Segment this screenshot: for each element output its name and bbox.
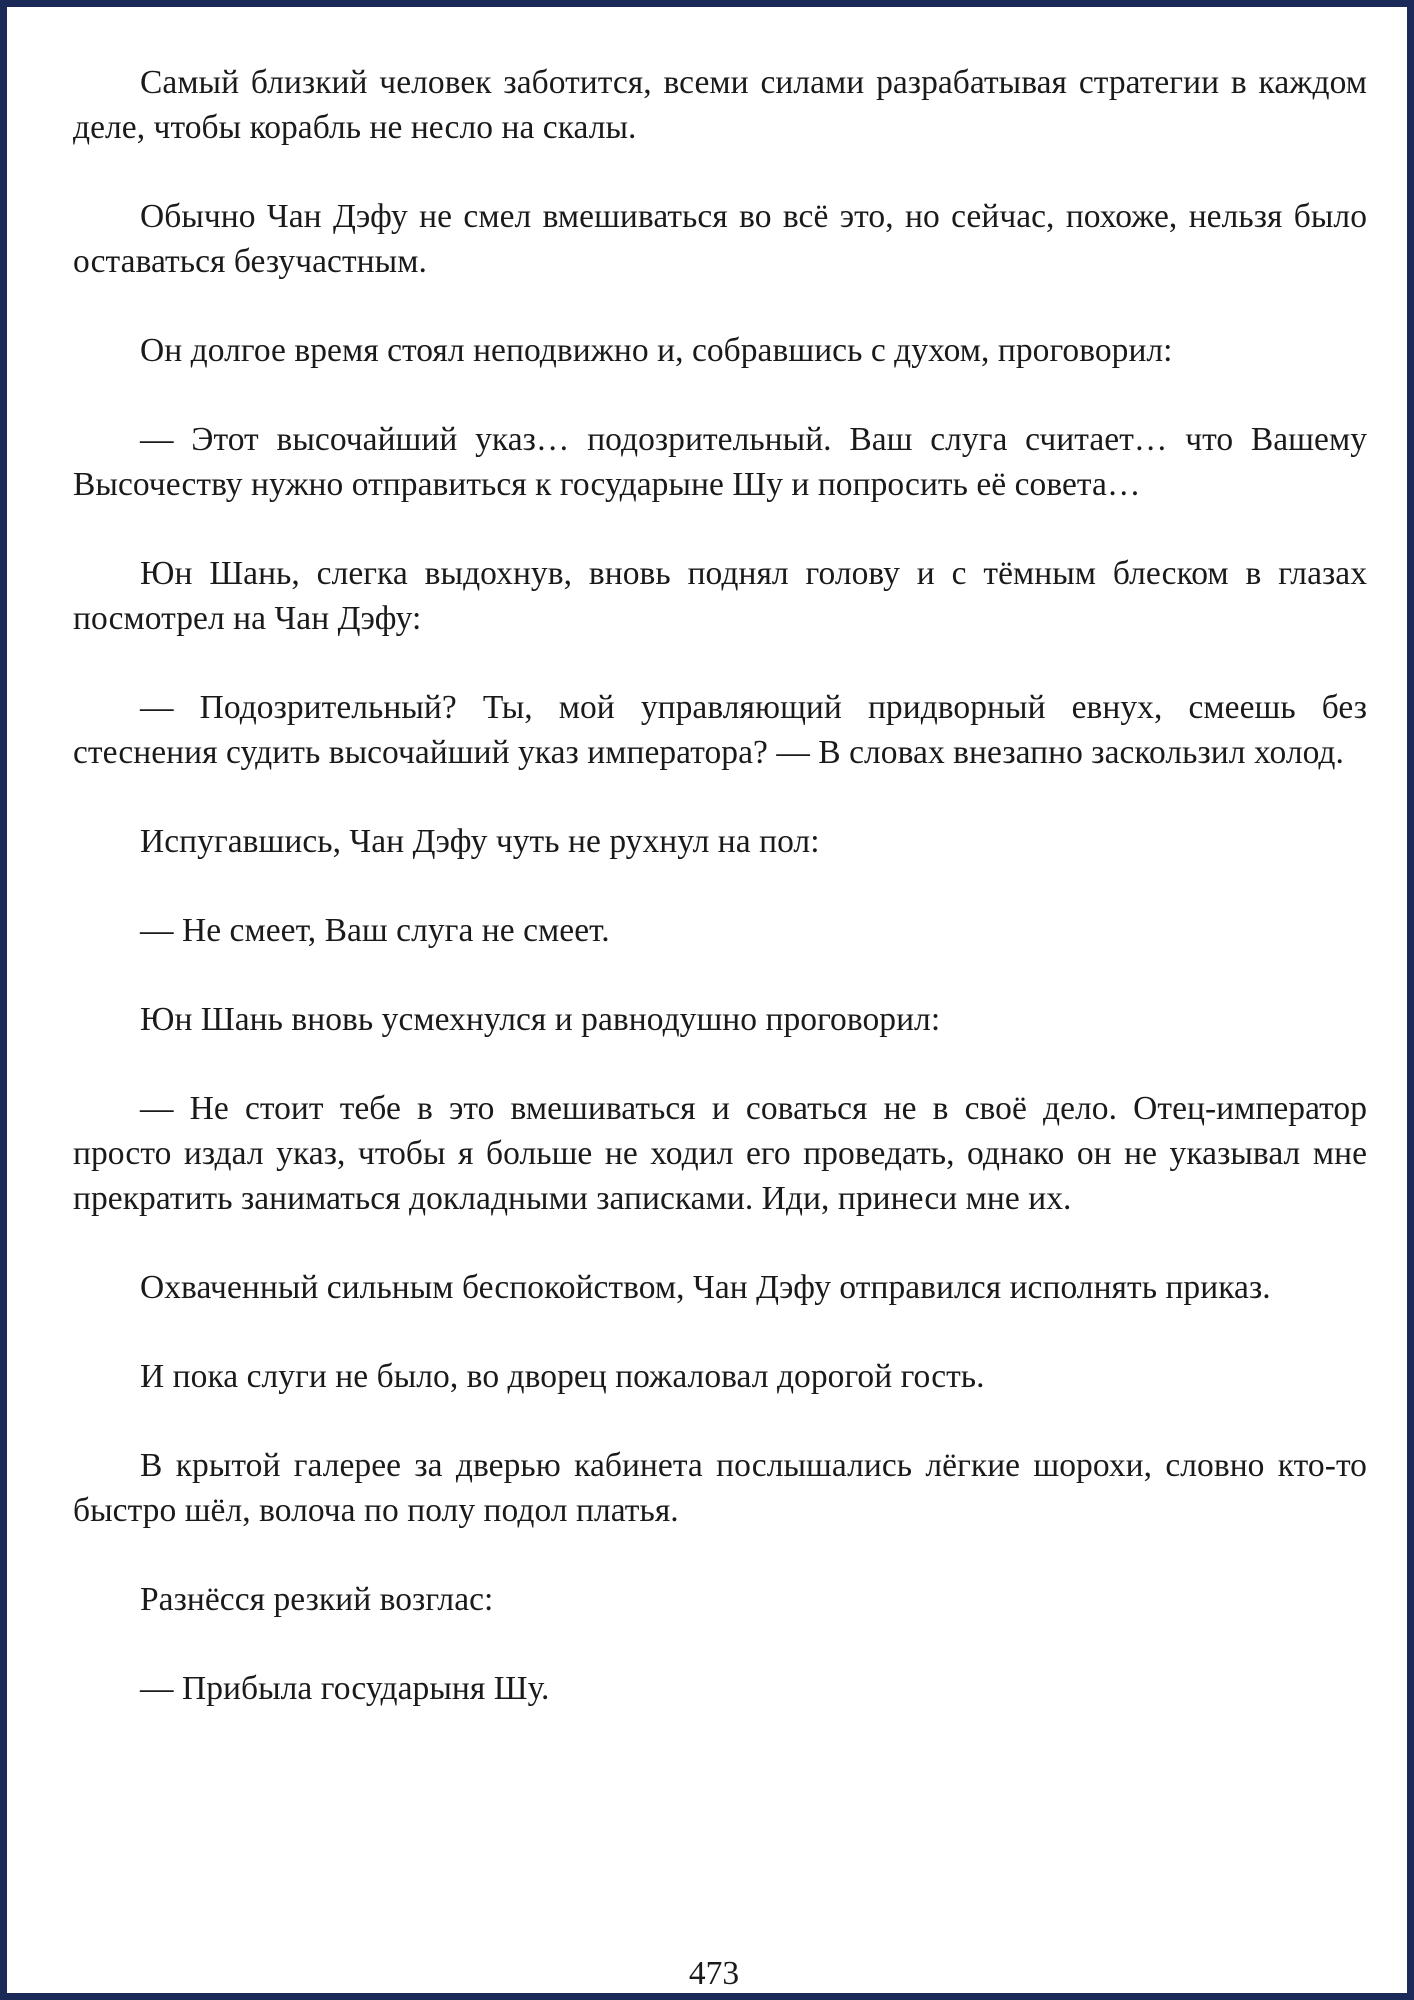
- paragraph: — Прибыла государыня Шу.: [140, 1670, 550, 1707]
- paragraph: Он долгое время стоял неподвижно и, собравшись с духом, проговорил:: [140, 332, 1173, 369]
- paragraph: — Не смеет, Ваш слуга не смеет.: [140, 912, 610, 949]
- paragraph: В крытой галерее за дверью кабинета послышались лёгкие шорохи, словно кто-то быстро шёл, волоча по полу подол платья.: [73, 1447, 1367, 1529]
- paragraph: — Не стоит тебе в это вмешиваться и соваться не в своё дело. Отец-император просто издал указ, чтобы я больше не ходил его проведать, однако он не указывал мне прекратить заниматься докладными записками. Иди, принеси мне их.: [73, 1090, 1367, 1217]
- page-body: [73, 60, 1367, 1755]
- paragraph: Юн Шань вновь усмехнулся и равнодушно проговорил:: [140, 1001, 941, 1038]
- paragraph: Испугавшись, Чан Дэфу чуть не рухнул на пол:: [140, 823, 820, 860]
- paragraph: — Подозрительный? Ты, мой управляющий придворный евнух, смеешь без стеснения судить высочайший указ императора? — В словах внезапно заскользил холод.: [73, 689, 1367, 771]
- paragraph: И пока слуги не было, во дворец пожаловал дорогой гость.: [140, 1358, 985, 1395]
- paragraph: Охваченный сильным беспокойством, Чан Дэфу отправился исполнять приказ.: [140, 1269, 1271, 1306]
- paragraph: Обычно Чан Дэфу не смел вмешиваться во всё это, но сейчас, похоже, нельзя было оставаться безучастным.: [73, 198, 1367, 280]
- paragraph: Юн Шань, слегка выдохнув, вновь поднял голову и с тёмным блеском в глазах посмотрел на Чан Дэфу:: [73, 555, 1367, 637]
- paragraph: — Этот высочайший указ… подозрительный. Ваш слуга считает… что Вашему Высочеству нужно отправиться к государыне Шу и попросить её совета…: [73, 421, 1367, 503]
- paragraph: Разнёсся резкий возглас:: [140, 1581, 494, 1618]
- page-number: 473: [688, 1955, 740, 1992]
- paragraph: Самый близкий человек заботится, всеми силами разрабатывая стратегии в каждом деле, чтобы корабль не несло на скалы.: [73, 64, 1367, 146]
